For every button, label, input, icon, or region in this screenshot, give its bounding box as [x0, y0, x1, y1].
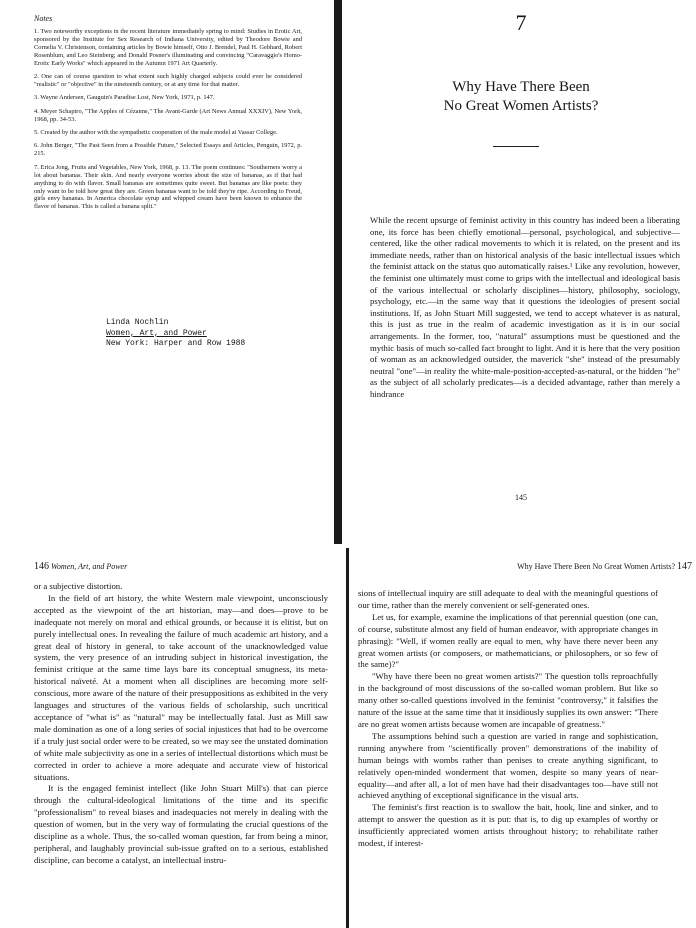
page-body-text: [34, 581, 328, 867]
citation-author: Linda Nochlin: [106, 318, 169, 327]
page-147: [350, 548, 696, 928]
paragraph: In the field of art history, the white Western male viewpoint, unconsciously accepted as the viewpoint of the art historian, may—and does—prove to be inadequate not merely on moral and ethical grounds, or because it is elitist, but on purely intellectual ones. In revealing the failure of much academic art history, and a great deal of history in general, to take account of the unacknowledged value system, the very presence of an intruding subject in historical investigation, the feminist critique at the same time lays bare its conceptual smugness, its meta-historical naïveté. At a moment when all disciplines are becoming more self-conscious, more aware of the nature of their presuppositions as exhibited in the very languages and structures of the various fields of scholarship, such uncritical acceptance of "what is" as "natural" may be intellectually fatal. Just as Mill saw male domination as one of a long series of social injustices that had to be overcome if a truly just social order were to be created, so we may see the unstated domination of white male subjectivity as one in a series of intellectual distortions which must be corrected in order to achieve a more adequate and accurate view of historical situations.: [34, 592, 328, 782]
chapter-number: 7: [515, 10, 527, 35]
note-item: 4. Meyer Schapiro, "The Apples of Cézanne," The Avant-Garde (Art News Annual XXXIV), New York, 1968, pp. 34-53.: [34, 107, 302, 123]
citation-publisher: New York: Harper and Row 1988: [106, 339, 246, 348]
running-head: [34, 561, 127, 572]
paragraph: The feminist's first reaction is to swallow the bait, hook, line and sinker, and to attempt to answer the question as it is put: that is, to dig up examples of worthy or insufficiently appreciated women artists throughout history; to rehabilitate rather modest, if interest-: [358, 802, 658, 849]
note-item: 5. Created by the author with the sympathetic cooperation of the male model at Vassar College.: [34, 129, 278, 137]
notes-list: [34, 28, 302, 217]
paragraph: "Why have there been no great women artists?" The question tolls reproachfully in the background of most discussions of the so-called woman problem. But like so many other so-called questions involved in the feminist "controversy," it falsifies the nature of the issue at the same time that it insidiously supplies its own answer: "There are no great women artists because women are incapable of greatness.": [358, 671, 658, 729]
chapter-title-line-2: No Great Women Artists?: [443, 98, 599, 114]
notes-heading: Notes: [34, 14, 53, 23]
running-head: [517, 561, 692, 572]
paragraph: Let us, for example, examine the implications of that perennial question (one can, of course, substitute almost any field of human endeavor, with appropriate changes in phrasing): "Well, if women really are equal to men, why have there never been any great women artists (or composers, or mathematicians, or philosophers, or so few of the same)?": [358, 611, 658, 670]
title-rule: [493, 146, 539, 147]
note-item: 7. Erica Jong, Fruits and Vegetables, New York, 1968, p. 13. The poem continues: "Southerners worry a lot about bananas. Their skin. And nearly everyone worries about the size of bananas, as if that had anything to do with flavor. Small bananas are sometimes quite sweet. But bananas are like poets: they only want to be told how great they are. Green bananas want to be told they're ripe. According to Freud, girls envy bananas. In America chocolate syrup and whipped cream have been known to enhance the flavor of bananas. This is called a banana split.": [34, 163, 302, 211]
page-number: 146: [34, 561, 49, 572]
page-number: 145: [515, 493, 527, 502]
note-item: 2. One can of course question to what extent such highly charged subjects could ever be considered "realistic" or "objective" in the nineteenth century, or at any time for that matter.: [34, 73, 302, 88]
running-head-title: Why Have There Been No Great Women Artists?: [517, 562, 675, 571]
typed-citation: [106, 318, 245, 350]
paragraph: The assumptions behind such a question are varied in range and sophistication, running anywhere from "scientifically proven" demonstrations of the inability of human beings with wombs rather than penises to create anything significant, to relatively open-minded wonderment that women, despite so many years of near-equality—and after all, a lot of men have had their disadvantages too—have still not achieved anything of exceptional significance in the visual arts.: [358, 730, 658, 801]
note-item: 3. Wayne Andersen, Gauguin's Paradise Lost, New York, 1971, p. 147.: [34, 94, 215, 102]
paragraph: or a subjective distortion.: [34, 581, 123, 591]
book-gutter-bottom: [346, 548, 349, 928]
chapter-title-line-1: Why Have There Been: [452, 79, 590, 95]
running-head-title: Women, Art, and Power: [51, 562, 128, 571]
chapter-opening-page: [346, 0, 696, 540]
page-body-text: [358, 588, 658, 850]
paragraph: sions of intellectual inquiry are still adequate to deal with the meaningful questions of our time, rather than the merely convenient or self-generated ones.: [358, 588, 658, 610]
note-item: 6. John Berger, "The Past Seen from a Possible Future," Selected Essays and Articles, Penguin, 1972, p. 215.: [34, 142, 302, 158]
note-item: 1. Two noteworthy exceptions in the recent literature immediately spring to mind: Studies in Erotic Art, sponsored by the Institute for Sex Research of Indiana University, edited by Theodore Bowie and Cornelia V. Christenson, containing articles by Bowie himself, Otto J. Brendel, Paul H. Gebhard, Robert Rosenblum, and Leo Steinberg; and Donald Posner's illuminating and convincing "Caravaggio's Homo-Erotic Early Works" which appeared in the Autumn 1971 Art Quarterly.: [34, 28, 302, 67]
notes-page: [0, 0, 330, 540]
book-gutter-top: [334, 0, 342, 544]
paragraph: It is the engaged feminist intellect (like John Stuart Mill's) that can pierce through the cultural-ideological limitations of the time and its specific "professionalism" to reveal biases and inadequacies not merely in dealing with the question of women, but in the very way of formulating the crucial questions of the discipline as a whole. Thus, the so-called woman question, far from being a minor, peripheral, and laughably provincial sub-issue grafted on to a serious, established discipline, can become a catalyst, an intellectual instru-: [34, 783, 328, 865]
page-146: [0, 548, 345, 928]
chapter-body-text: While the recent upsurge of feminist activity in this country has indeed been a liberating one, its force has been chiefly emotional—personal, psychological, and subjective—centered, like the other radical movements to which it is related, on the present and its immediate needs, rather than on historical analysis of the basic intellectual issues which the feminist attack on the status quo automatically raises.¹ Like any revolution, however, the feminist one ultimately must come to grips with the intellectual and ideological basis of the various intellectual or scholarly disciplines—history, philosophy, sociology, psychology, etc.—in the same way that it questions the ideologies of present social institutions. If, as John Stuart Mill suggested, we tend to accept whatever is as natural, this is just as true in the realm of academic investigation as it is in our social arrangements. In the former, too, "natural" assumptions must be questioned and the mythic basis of much so-called fact brought to light. And it is here that the very position of woman as an acknowledged outsider, the maverick "she" instead of the presumably neutral "one"—in reality the white-male-position-accepted-as-natural, or the hidden "he" as the subject of all scholarly predicates—is a decided advantage, rather than merely a hindrance: [370, 215, 680, 399]
citation-title: Women, Art, and Power: [106, 328, 207, 338]
page-number: 147: [677, 561, 692, 572]
chapter-title: [346, 78, 696, 116]
